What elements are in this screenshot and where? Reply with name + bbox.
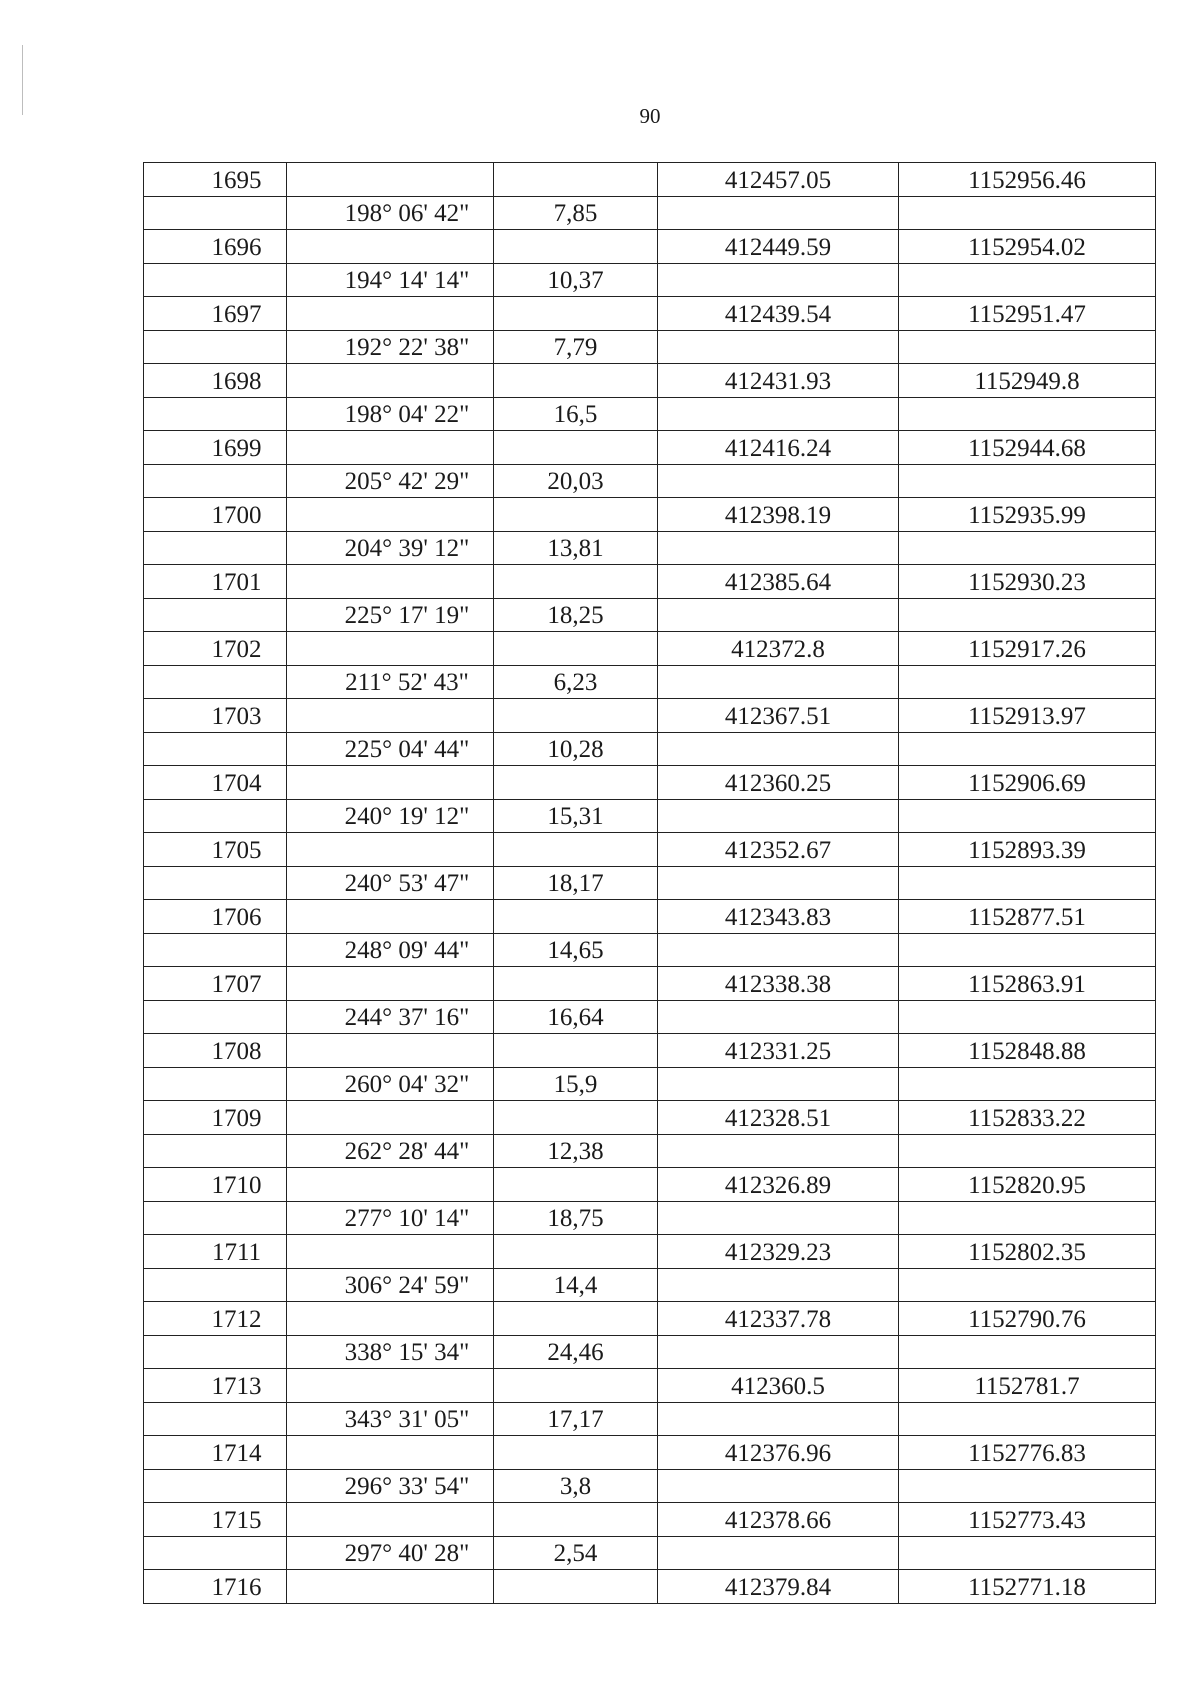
empty-cell	[494, 297, 658, 331]
distance-cell: 18,75	[494, 1201, 658, 1235]
y-coordinate-cell: 1152863.91	[899, 967, 1156, 1001]
segment-row	[144, 1134, 1156, 1168]
empty-cell	[899, 665, 1156, 699]
empty-cell	[658, 598, 899, 632]
point-number-cell: 1714	[144, 1436, 287, 1470]
empty-cell	[494, 766, 658, 800]
empty-cell	[658, 1402, 899, 1436]
coordinates-table	[143, 162, 1156, 1604]
distance-cell: 16,5	[494, 397, 658, 431]
point-number-cell: 1706	[144, 900, 287, 934]
empty-cell	[144, 330, 287, 364]
x-coordinate-cell: 412385.64	[658, 565, 899, 599]
bearing-angle-cell: 204° 39' 12"	[287, 531, 494, 565]
empty-cell	[494, 833, 658, 867]
empty-cell	[899, 397, 1156, 431]
empty-cell	[144, 598, 287, 632]
bearing-angle-cell: 260° 04' 32"	[287, 1067, 494, 1101]
point-row	[144, 1503, 1156, 1537]
empty-cell	[144, 263, 287, 297]
bearing-angle-cell: 240° 19' 12"	[287, 799, 494, 833]
point-number-cell: 1708	[144, 1034, 287, 1068]
segment-row	[144, 1201, 1156, 1235]
distance-cell: 10,37	[494, 263, 658, 297]
empty-cell	[494, 1034, 658, 1068]
x-coordinate-cell: 412360.5	[658, 1369, 899, 1403]
segment-row	[144, 464, 1156, 498]
empty-cell	[287, 1235, 494, 1269]
point-row	[144, 1369, 1156, 1403]
empty-cell	[287, 900, 494, 934]
empty-cell	[494, 163, 658, 197]
distance-cell: 6,23	[494, 665, 658, 699]
segment-row	[144, 196, 1156, 230]
empty-cell	[658, 1134, 899, 1168]
empty-cell	[494, 230, 658, 264]
x-coordinate-cell: 412378.66	[658, 1503, 899, 1537]
x-coordinate-cell: 412372.8	[658, 632, 899, 666]
empty-cell	[287, 230, 494, 264]
x-coordinate-cell: 412360.25	[658, 766, 899, 800]
segment-row	[144, 1268, 1156, 1302]
point-row	[144, 297, 1156, 331]
empty-cell	[899, 464, 1156, 498]
segment-row	[144, 1402, 1156, 1436]
empty-cell	[494, 1503, 658, 1537]
point-number-cell: 1699	[144, 431, 287, 465]
y-coordinate-cell: 1152917.26	[899, 632, 1156, 666]
empty-cell	[494, 1168, 658, 1202]
x-coordinate-cell: 412457.05	[658, 163, 899, 197]
empty-cell	[494, 1570, 658, 1604]
bearing-angle-cell: 244° 37' 16"	[287, 1000, 494, 1034]
segment-row	[144, 1536, 1156, 1570]
empty-cell	[494, 632, 658, 666]
y-coordinate-cell: 1152954.02	[899, 230, 1156, 264]
bearing-angle-cell: 297° 40' 28"	[287, 1536, 494, 1570]
empty-cell	[287, 1302, 494, 1336]
point-number-cell: 1715	[144, 1503, 287, 1537]
point-number-cell: 1703	[144, 699, 287, 733]
empty-cell	[287, 1369, 494, 1403]
empty-cell	[658, 665, 899, 699]
empty-cell	[494, 1101, 658, 1135]
bearing-angle-cell: 211° 52' 43"	[287, 665, 494, 699]
y-coordinate-cell: 1152781.7	[899, 1369, 1156, 1403]
distance-cell: 17,17	[494, 1402, 658, 1436]
point-row	[144, 565, 1156, 599]
distance-cell: 16,64	[494, 1000, 658, 1034]
x-coordinate-cell: 412331.25	[658, 1034, 899, 1068]
empty-cell	[899, 1000, 1156, 1034]
empty-cell	[494, 1369, 658, 1403]
point-row	[144, 699, 1156, 733]
segment-row	[144, 866, 1156, 900]
point-row	[144, 1235, 1156, 1269]
empty-cell	[658, 330, 899, 364]
segment-row	[144, 1335, 1156, 1369]
empty-cell	[287, 967, 494, 1001]
empty-cell	[494, 1302, 658, 1336]
distance-cell: 24,46	[494, 1335, 658, 1369]
empty-cell	[899, 1335, 1156, 1369]
bearing-angle-cell: 194° 14' 14"	[287, 263, 494, 297]
empty-cell	[658, 732, 899, 766]
empty-cell	[899, 866, 1156, 900]
y-coordinate-cell: 1152944.68	[899, 431, 1156, 465]
segment-row	[144, 598, 1156, 632]
y-coordinate-cell: 1152877.51	[899, 900, 1156, 934]
segment-row	[144, 397, 1156, 431]
distance-cell: 3,8	[494, 1469, 658, 1503]
empty-cell	[899, 1469, 1156, 1503]
segment-row	[144, 732, 1156, 766]
point-number-cell: 1701	[144, 565, 287, 599]
y-coordinate-cell: 1152848.88	[899, 1034, 1156, 1068]
empty-cell	[494, 431, 658, 465]
x-coordinate-cell: 412449.59	[658, 230, 899, 264]
bearing-angle-cell: 338° 15' 34"	[287, 1335, 494, 1369]
empty-cell	[287, 565, 494, 599]
y-coordinate-cell: 1152776.83	[899, 1436, 1156, 1470]
empty-cell	[144, 799, 287, 833]
bearing-angle-cell: 343° 31' 05"	[287, 1402, 494, 1436]
empty-cell	[144, 732, 287, 766]
empty-cell	[899, 1536, 1156, 1570]
y-coordinate-cell: 1152906.69	[899, 766, 1156, 800]
point-row	[144, 833, 1156, 867]
empty-cell	[494, 900, 658, 934]
empty-cell	[494, 1235, 658, 1269]
empty-cell	[658, 1000, 899, 1034]
x-coordinate-cell: 412329.23	[658, 1235, 899, 1269]
y-coordinate-cell: 1152802.35	[899, 1235, 1156, 1269]
point-row	[144, 1101, 1156, 1135]
point-number-cell: 1697	[144, 297, 287, 331]
x-coordinate-cell: 412367.51	[658, 699, 899, 733]
empty-cell	[287, 163, 494, 197]
empty-cell	[144, 866, 287, 900]
empty-cell	[287, 766, 494, 800]
empty-cell	[144, 464, 287, 498]
distance-cell: 7,79	[494, 330, 658, 364]
x-coordinate-cell: 412352.67	[658, 833, 899, 867]
empty-cell	[287, 1570, 494, 1604]
distance-cell: 13,81	[494, 531, 658, 565]
y-coordinate-cell: 1152771.18	[899, 1570, 1156, 1604]
empty-cell	[899, 732, 1156, 766]
empty-cell	[658, 531, 899, 565]
empty-cell	[494, 699, 658, 733]
empty-cell	[899, 1134, 1156, 1168]
x-coordinate-cell: 412398.19	[658, 498, 899, 532]
point-number-cell: 1710	[144, 1168, 287, 1202]
point-row	[144, 498, 1156, 532]
bearing-angle-cell: 225° 17' 19"	[287, 598, 494, 632]
point-row	[144, 1302, 1156, 1336]
point-row	[144, 1570, 1156, 1604]
empty-cell	[144, 1268, 287, 1302]
x-coordinate-cell: 412326.89	[658, 1168, 899, 1202]
x-coordinate-cell: 412328.51	[658, 1101, 899, 1135]
empty-cell	[287, 297, 494, 331]
bearing-angle-cell: 248° 09' 44"	[287, 933, 494, 967]
empty-cell	[658, 1067, 899, 1101]
empty-cell	[899, 1268, 1156, 1302]
y-coordinate-cell: 1152893.39	[899, 833, 1156, 867]
distance-cell: 18,25	[494, 598, 658, 632]
empty-cell	[899, 196, 1156, 230]
segment-row	[144, 263, 1156, 297]
point-row	[144, 230, 1156, 264]
x-coordinate-cell: 412337.78	[658, 1302, 899, 1336]
empty-cell	[287, 1101, 494, 1135]
empty-cell	[287, 1034, 494, 1068]
bearing-angle-cell: 198° 04' 22"	[287, 397, 494, 431]
empty-cell	[144, 397, 287, 431]
point-row	[144, 900, 1156, 934]
empty-cell	[144, 531, 287, 565]
segment-row	[144, 1000, 1156, 1034]
empty-cell	[658, 933, 899, 967]
point-number-cell: 1712	[144, 1302, 287, 1336]
point-number-cell: 1696	[144, 230, 287, 264]
segment-row	[144, 1469, 1156, 1503]
empty-cell	[287, 364, 494, 398]
distance-cell: 2,54	[494, 1536, 658, 1570]
point-row	[144, 766, 1156, 800]
empty-cell	[287, 498, 494, 532]
bearing-angle-cell: 205° 42' 29"	[287, 464, 494, 498]
empty-cell	[658, 397, 899, 431]
empty-cell	[899, 799, 1156, 833]
empty-cell	[144, 1201, 287, 1235]
point-row	[144, 1436, 1156, 1470]
empty-cell	[287, 1168, 494, 1202]
point-number-cell: 1711	[144, 1235, 287, 1269]
empty-cell	[144, 1067, 287, 1101]
bearing-angle-cell: 198° 06' 42"	[287, 196, 494, 230]
coordinates-table-body	[144, 163, 1156, 1604]
point-number-cell: 1713	[144, 1369, 287, 1403]
empty-cell	[287, 431, 494, 465]
y-coordinate-cell: 1152951.47	[899, 297, 1156, 331]
distance-cell: 12,38	[494, 1134, 658, 1168]
empty-cell	[658, 1201, 899, 1235]
empty-cell	[494, 498, 658, 532]
empty-cell	[899, 933, 1156, 967]
y-coordinate-cell: 1152935.99	[899, 498, 1156, 532]
empty-cell	[494, 364, 658, 398]
bearing-angle-cell: 296° 33' 54"	[287, 1469, 494, 1503]
empty-cell	[899, 263, 1156, 297]
point-number-cell: 1698	[144, 364, 287, 398]
empty-cell	[287, 699, 494, 733]
bearing-angle-cell: 225° 04' 44"	[287, 732, 494, 766]
segment-row	[144, 1067, 1156, 1101]
bearing-angle-cell: 192° 22' 38"	[287, 330, 494, 364]
bearing-angle-cell: 306° 24' 59"	[287, 1268, 494, 1302]
distance-cell: 7,85	[494, 196, 658, 230]
empty-cell	[658, 1335, 899, 1369]
segment-row	[144, 330, 1156, 364]
distance-cell: 14,4	[494, 1268, 658, 1302]
x-coordinate-cell: 412416.24	[658, 431, 899, 465]
bearing-angle-cell: 262° 28' 44"	[287, 1134, 494, 1168]
point-number-cell: 1716	[144, 1570, 287, 1604]
y-coordinate-cell: 1152833.22	[899, 1101, 1156, 1135]
point-number-cell: 1702	[144, 632, 287, 666]
distance-cell: 20,03	[494, 464, 658, 498]
bearing-angle-cell: 277° 10' 14"	[287, 1201, 494, 1235]
point-row	[144, 967, 1156, 1001]
point-number-cell: 1695	[144, 163, 287, 197]
empty-cell	[899, 598, 1156, 632]
empty-cell	[658, 263, 899, 297]
segment-row	[144, 933, 1156, 967]
empty-cell	[658, 464, 899, 498]
empty-cell	[899, 1402, 1156, 1436]
empty-cell	[899, 531, 1156, 565]
empty-cell	[658, 866, 899, 900]
empty-cell	[658, 1469, 899, 1503]
point-row	[144, 1168, 1156, 1202]
segment-row	[144, 531, 1156, 565]
y-coordinate-cell: 1152930.23	[899, 565, 1156, 599]
empty-cell	[287, 1503, 494, 1537]
distance-cell: 18,17	[494, 866, 658, 900]
empty-cell	[899, 1067, 1156, 1101]
y-coordinate-cell: 1152949.8	[899, 364, 1156, 398]
distance-cell: 15,9	[494, 1067, 658, 1101]
x-coordinate-cell: 412343.83	[658, 900, 899, 934]
segment-row	[144, 665, 1156, 699]
y-coordinate-cell: 1152913.97	[899, 699, 1156, 733]
distance-cell: 10,28	[494, 732, 658, 766]
empty-cell	[899, 330, 1156, 364]
empty-cell	[287, 833, 494, 867]
point-row	[144, 1034, 1156, 1068]
segment-row	[144, 799, 1156, 833]
point-number-cell: 1709	[144, 1101, 287, 1135]
empty-cell	[494, 967, 658, 1001]
empty-cell	[658, 1536, 899, 1570]
empty-cell	[494, 565, 658, 599]
empty-cell	[658, 196, 899, 230]
point-row	[144, 632, 1156, 666]
distance-cell: 14,65	[494, 933, 658, 967]
point-number-cell: 1705	[144, 833, 287, 867]
bearing-angle-cell: 240° 53' 47"	[287, 866, 494, 900]
y-coordinate-cell: 1152790.76	[899, 1302, 1156, 1336]
empty-cell	[144, 1335, 287, 1369]
x-coordinate-cell: 412379.84	[658, 1570, 899, 1604]
empty-cell	[144, 1134, 287, 1168]
point-number-cell: 1700	[144, 498, 287, 532]
x-coordinate-cell: 412439.54	[658, 297, 899, 331]
x-coordinate-cell: 412338.38	[658, 967, 899, 1001]
empty-cell	[144, 665, 287, 699]
point-row	[144, 163, 1156, 197]
empty-cell	[144, 1000, 287, 1034]
empty-cell	[144, 933, 287, 967]
empty-cell	[144, 196, 287, 230]
point-row	[144, 364, 1156, 398]
empty-cell	[287, 632, 494, 666]
point-row	[144, 431, 1156, 465]
point-number-cell: 1707	[144, 967, 287, 1001]
x-coordinate-cell: 412376.96	[658, 1436, 899, 1470]
empty-cell	[287, 1436, 494, 1470]
empty-cell	[144, 1402, 287, 1436]
page-number: 90	[639, 104, 661, 128]
x-coordinate-cell: 412431.93	[658, 364, 899, 398]
y-coordinate-cell: 1152773.43	[899, 1503, 1156, 1537]
empty-cell	[144, 1536, 287, 1570]
y-coordinate-cell: 1152820.95	[899, 1168, 1156, 1202]
distance-cell: 15,31	[494, 799, 658, 833]
y-coordinate-cell: 1152956.46	[899, 163, 1156, 197]
point-number-cell: 1704	[144, 766, 287, 800]
empty-cell	[494, 1436, 658, 1470]
empty-cell	[144, 1469, 287, 1503]
empty-cell	[899, 1201, 1156, 1235]
empty-cell	[658, 799, 899, 833]
empty-cell	[658, 1268, 899, 1302]
